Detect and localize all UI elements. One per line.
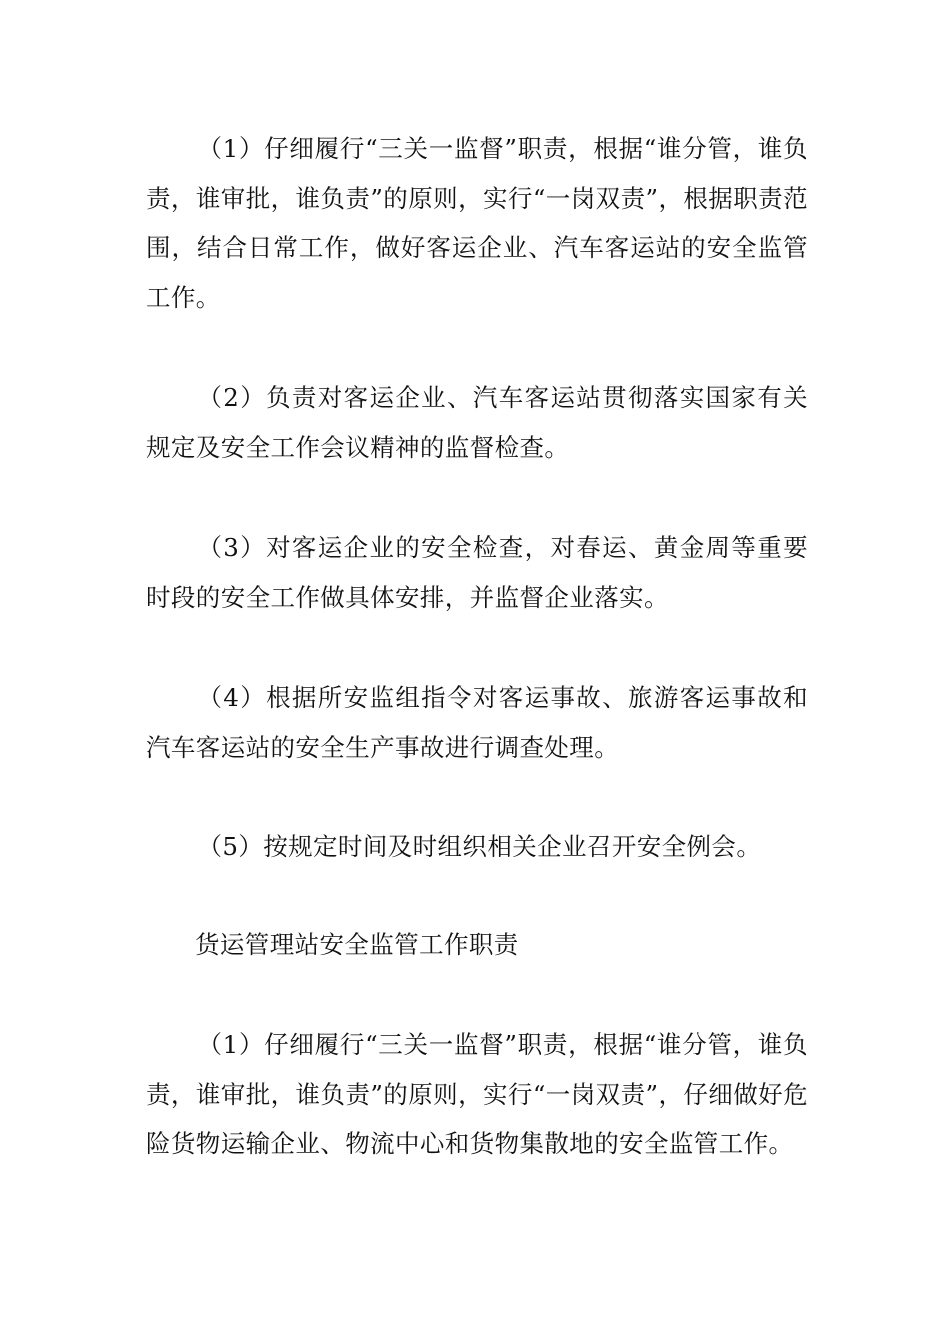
paragraph-passenger-duty-5: （5）按规定时间及时组织相关企业召开安全例会。 <box>197 832 762 861</box>
paragraph-freight-duty-1: （1）仔细履行“三关一监督”职责，根据“谁分管，谁负责，谁审批，谁负责”的原则，实行“一岗双责”，仔细做好危险货物运输企业、物流中心和货物集散地的安全监管工作。 <box>146 1030 808 1158</box>
paragraph-passenger-duty-3: （3）对客运企业的安全检查，对春运、黄金周等重要时段的安全工作做具体安排，并监督企业落实。 <box>146 533 808 612</box>
paragraph-passenger-duty-4: （4）根据所安监组指令对客运事故、旅游客运事故和汽车客运站的安全生产事故进行调查处理。 <box>146 683 808 762</box>
paragraph-passenger-duty-2: （2）负责对客运企业、汽车客运站贯彻落实国家有关规定及安全工作会议精神的监督检查。 <box>146 383 808 462</box>
paragraph-passenger-duty-1: （1）仔细履行“三关一监督”职责，根据“谁分管，谁负责，谁审批，谁负责”的原则，实行“一岗双责”，根据职责范围，结合日常工作，做好客运企业、汽车客运站的安全监管工作。 <box>146 134 808 312</box>
section-heading-freight: 货运管理站安全监管工作职责 <box>195 930 519 959</box>
